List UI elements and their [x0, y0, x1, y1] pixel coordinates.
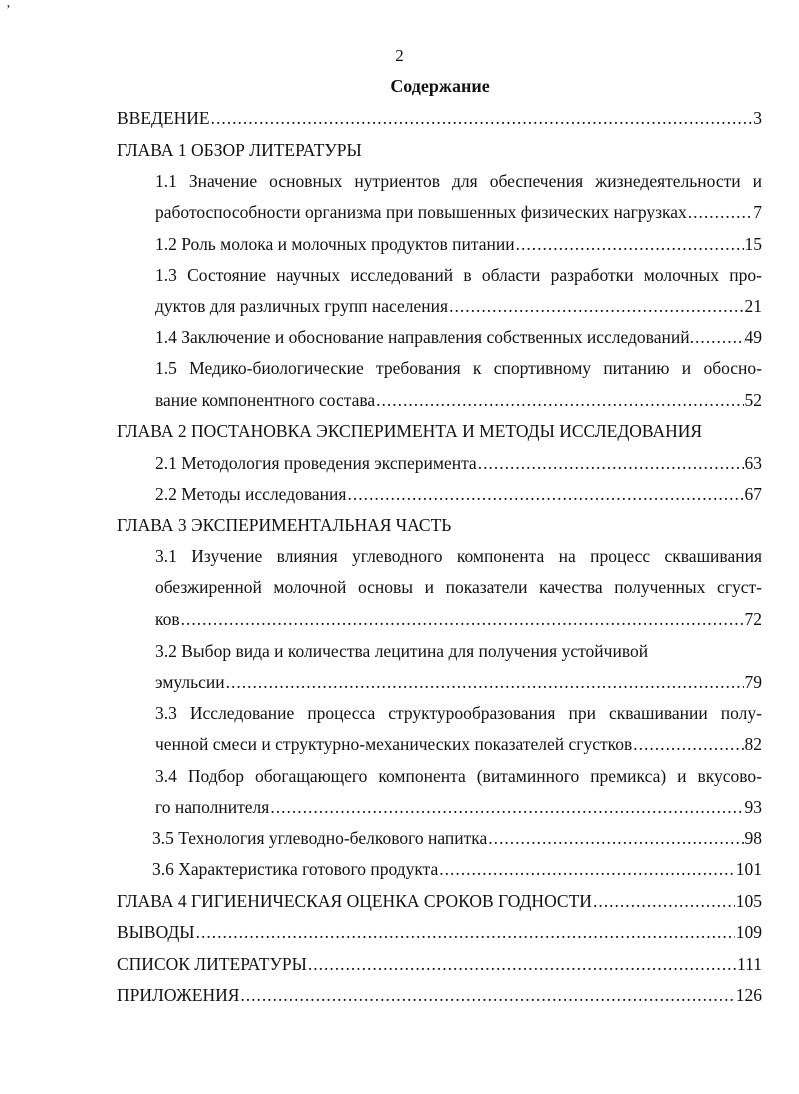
toc-entry-conclusions[interactable] — [117, 921, 762, 943]
toc-page-number: 49 — [744, 327, 762, 347]
toc-entry-text: СПИСОК ЛИТЕРАТУРЫ — [117, 954, 307, 974]
toc-entry-3-4-line1[interactable]: 3.4 Подбор обогащающего компонента (витаминного премикса) и вкусово- — [155, 766, 762, 786]
toc-entry-text: ВЫВОДЫ — [117, 922, 195, 942]
dot-leader — [240, 984, 734, 1006]
toc-entry-text: ГЛАВА 4 ГИГИЕНИЧЕСКАЯ ОЦЕНКА СРОКОВ ГОДНОСТИ — [117, 891, 592, 911]
toc-chapter-1[interactable]: ГЛАВА 1 ОБЗОР ЛИТЕРАТУРЫ — [117, 140, 362, 160]
toc-page-number: 63 — [744, 453, 762, 473]
toc-entry-1-5-line2[interactable] — [155, 389, 762, 411]
toc-entry-3-5[interactable] — [152, 827, 762, 849]
toc-entry-text: 2.1 Методология проведения эксперимента — [155, 453, 477, 473]
toc-entry-references[interactable] — [117, 953, 762, 975]
toc-entry-text: эмульсии — [155, 672, 225, 692]
dot-leader — [690, 326, 745, 348]
toc-entry-3-3-line2[interactable] — [155, 733, 762, 755]
toc-page-number: 72 — [744, 609, 762, 629]
dot-leader — [488, 827, 743, 849]
toc-entry-text: 3.6 Характеристика готового продукта — [152, 859, 439, 879]
dot-leader — [308, 953, 736, 975]
toc-entry-text: вание компонентного состава — [155, 390, 376, 410]
toc-chapter-4[interactable] — [117, 890, 762, 912]
toc-page-number: 79 — [744, 672, 762, 692]
corner-mark: ʼ — [6, 3, 11, 18]
toc-entry-text: 1.4 Заключение и обоснование направления собственных исследований — [155, 327, 690, 347]
toc-entry-text: го наполнителя — [155, 797, 270, 817]
toc-page-number: 67 — [744, 484, 762, 504]
toc-entry-3-1-line1[interactable]: 3.1 Изучение влияния углеводного компонента на процесс сквашивания — [155, 546, 762, 566]
dot-leader — [478, 452, 744, 474]
toc-page-number: 101 — [735, 859, 762, 879]
dot-leader — [439, 858, 735, 880]
toc-page-number: 93 — [744, 797, 762, 817]
toc-entry-text: 1.2 Роль молока и молочных продуктов питании — [155, 234, 515, 254]
toc-entry-text: 3.5 Технология углеводно-белкового напитка — [152, 828, 488, 848]
toc-entry-1-3-line2[interactable] — [155, 295, 762, 317]
toc-entry-1-1-line1[interactable]: 1.1 Значение основных нутриентов для обеспечения жизнедеятельности и — [155, 171, 762, 191]
toc-entry-text: дуктов для различных групп населения — [155, 296, 449, 316]
toc-page-number: 126 — [735, 985, 762, 1005]
dot-leader — [226, 671, 744, 693]
toc-entry-2-1[interactable] — [155, 452, 762, 474]
toc-page-number: 3 — [753, 108, 762, 128]
toc-entry-3-2-line2[interactable] — [155, 671, 762, 693]
dot-leader — [196, 921, 735, 943]
toc-entry-appendices[interactable] — [117, 984, 762, 1006]
dot-leader — [593, 890, 735, 912]
toc-chapter-2[interactable]: ГЛАВА 2 ПОСТАНОВКА ЭКСПЕРИМЕНТА И МЕТОДЫ ИССЛЕДОВАНИЯ — [117, 421, 703, 441]
toc-entry-1-2[interactable] — [155, 233, 762, 255]
toc-entry-text: ченной смеси и структурно-механических показателей сгустков — [155, 734, 633, 754]
toc-entry-text: работоспособности организма при повышенных физических нагрузках — [155, 202, 687, 222]
dot-leader — [688, 201, 752, 223]
toc-entry-2-2[interactable] — [155, 483, 762, 505]
toc-entry-3-1-line3[interactable] — [155, 608, 762, 630]
toc-entry-3-6[interactable] — [152, 858, 762, 880]
dot-leader — [376, 389, 743, 411]
toc-entry-1-1-line2[interactable] — [155, 201, 762, 223]
page-number: 2 — [395, 46, 404, 65]
dot-leader — [270, 796, 743, 818]
toc-entry-3-1-line2[interactable]: обезжиренной молочной основы и показатели качества полученных сгуст- — [155, 577, 762, 597]
toc-page-number: 82 — [744, 734, 762, 754]
toc-entry-text: ПРИЛОЖЕНИЯ — [117, 985, 240, 1005]
toc-page-number: 105 — [735, 891, 762, 911]
toc-page-number: 111 — [737, 954, 762, 974]
toc-entry-1-4[interactable] — [155, 326, 762, 348]
toc-page-number: 15 — [744, 234, 762, 254]
dot-leader — [516, 233, 744, 255]
toc-chapter-3[interactable]: ГЛАВА 3 ЭКСПЕРИМЕНТАЛЬНАЯ ЧАСТЬ — [117, 515, 452, 535]
toc-page-number: 98 — [744, 828, 762, 848]
toc-page-number: 21 — [744, 296, 762, 316]
toc-entry-3-3-line1[interactable]: 3.3 Исследование процесса структурообразования при сквашивании полу- — [155, 703, 762, 723]
toc-page-number: 52 — [744, 390, 762, 410]
toc-page-number: 109 — [735, 922, 762, 942]
toc-entry-1-3-line1[interactable]: 1.3 Состояние научных исследований в области разработки молочных про- — [155, 265, 762, 285]
toc-entry-3-4-line2[interactable] — [155, 796, 762, 818]
toc-entry-text: 2.2 Методы исследования — [155, 484, 347, 504]
dot-leader — [449, 295, 743, 317]
toc-entry-1-5-line1[interactable]: 1.5 Медико-биологические требования к спортивному питанию и обосно- — [155, 358, 762, 378]
toc-title: Содержание — [390, 76, 490, 96]
toc-entry-text: ков — [155, 609, 180, 629]
toc-entry-intro[interactable] — [117, 107, 762, 129]
toc-entry-text: ВВЕДЕНИЕ — [117, 108, 210, 128]
dot-leader — [211, 107, 753, 129]
dot-leader — [347, 483, 743, 505]
dot-leader — [181, 608, 744, 630]
dot-leader — [633, 733, 743, 755]
toc-page-number: 7 — [753, 202, 762, 222]
toc-entry-3-2-line1[interactable]: 3.2 Выбор вида и количества лецитина для получения устойчивой — [155, 641, 649, 661]
